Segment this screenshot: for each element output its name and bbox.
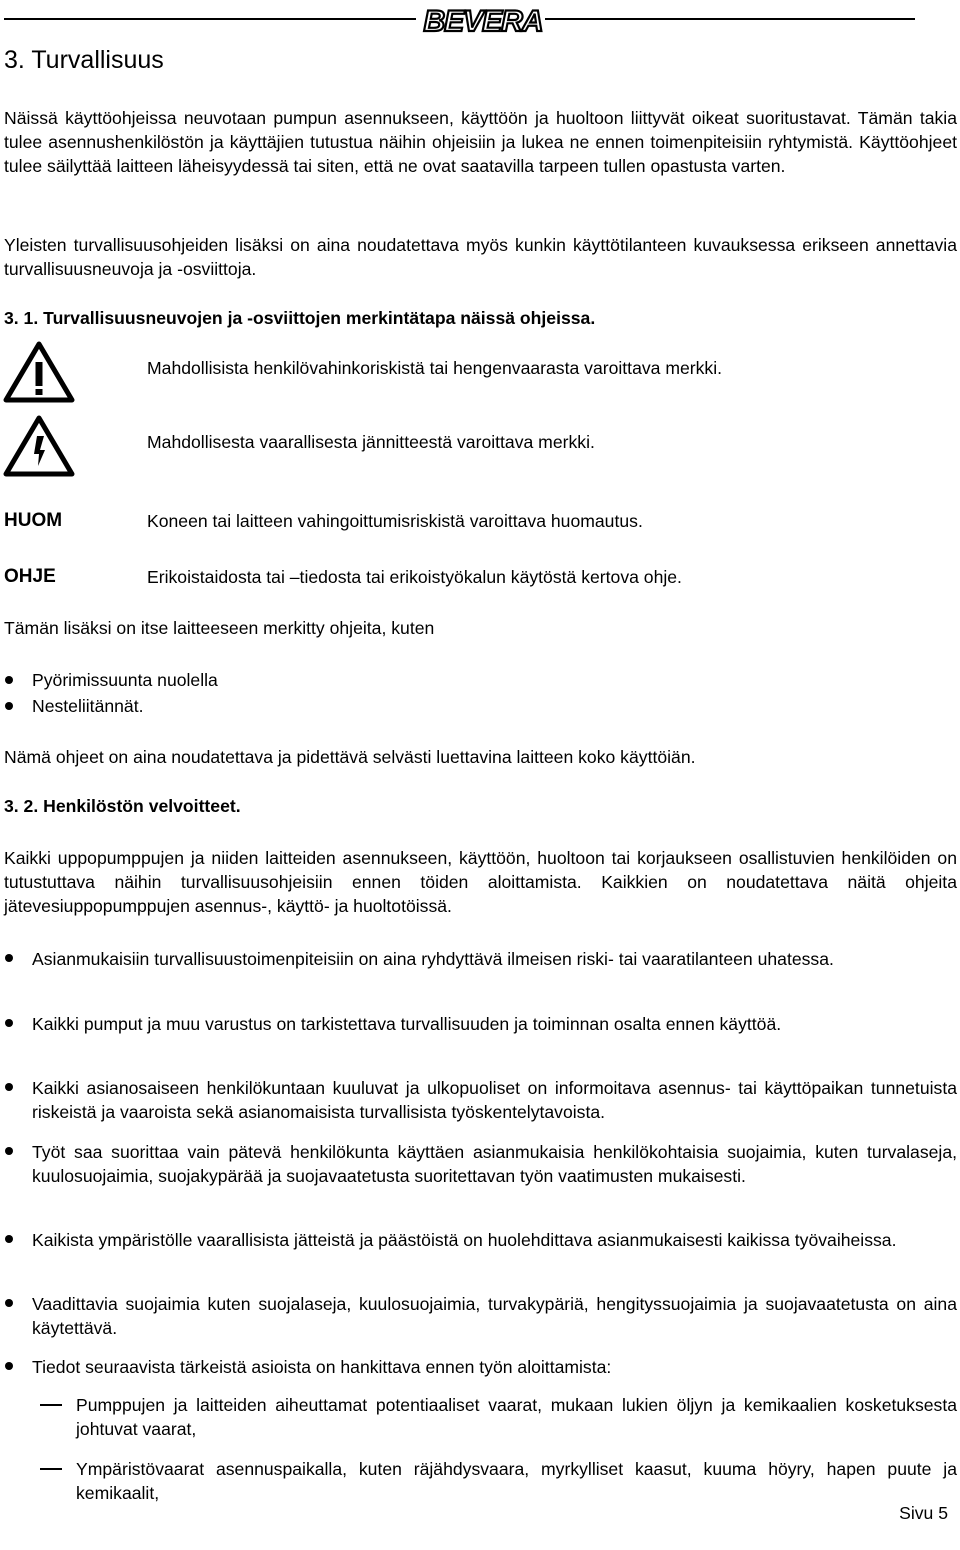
sub-item-2: Ympäristövaarat asennuspaikalla, kuten räjähdysvaara, myrkylliset kaasut, kuuma höyry, hapen puute ja kemikaalit, — [76, 1459, 957, 1503]
bullet-dot — [5, 702, 13, 710]
bullet-dot — [5, 1235, 13, 1243]
intro-paragraph-2: Yleisten turvallisuusohjeiden lisäksi on aina noudatettava myös kunkin käyttötilanteen kuvauksessa erikseen annettavia turvallisuusneuvoja ja -osviittoja. — [4, 235, 957, 279]
sub-item-1: Pumppujen ja laitteiden aiheuttamat potentiaaliset vaarat, mukaan lukien öljyn ja kemikaalien kosketuksesta johtuvat vaarat, — [76, 1395, 957, 1439]
marked-item-2: Nesteliitännät. — [32, 696, 144, 716]
symbol-3-description: Koneen tai laitteen vahingoittumisriskistä varoittava huomautus. — [147, 511, 643, 531]
bullet-dot — [5, 954, 13, 962]
section-3-2-heading: 3. 2. Henkilöstön velvoitteet. — [4, 796, 241, 816]
duty-item-2: Kaikki pumput ja muu varustus on tarkistettava turvallisuuden ja toiminnan osalta ennen käyttöä. — [32, 1014, 782, 1034]
intro-paragraph-1: Näissä käyttöohjeissa neuvotaan pumpun asennukseen, käyttöön ja huoltoon liittyvät oikeat suoritustavat. Tämän takia tulee asennushenkilöstön ja käyttäjien tutustua näihin ohjeisiin ja lukea ne ennen toimenpiteisiin ryhtymistä. Käyttöohjeet tulee säilyttää laitteen läheisyydessä tai siten, että ne ovat saatavilla tarpeen tullen opastusta varten. — [4, 108, 957, 176]
header-rule-left — [4, 18, 416, 20]
duty-item-1: Asianmukaisiin turvallisuustoimenpiteisiin on aina ryhdyttävä ilmeisen riski- tai vaaratilanteen uhatessa. — [32, 949, 834, 969]
svg-text:BEVERA: BEVERA — [423, 5, 543, 38]
bullet-dot — [5, 1362, 13, 1370]
ohje-label: OHJE — [4, 566, 56, 587]
symbol-1-description: Mahdollisista henkilövahinkoriskistä tai hengenvaarasta varoittava merkki. — [147, 358, 723, 378]
symbol-4-description: Erikoistaidosta tai –tiedosta tai erikoistyökalun käytöstä kertova ohje. — [147, 567, 682, 587]
sub-item-dash — [40, 1468, 62, 1470]
huom-label: HUOM — [4, 510, 63, 531]
duty-item-5: Kaikista ympäristölle vaarallisista jätteistä ja päästöistä on huolehdittava asianmukaisesti kaikissa työvaiheissa. — [32, 1230, 897, 1250]
marked-item-1: Pyörimissuunta nuolella — [32, 670, 218, 690]
electric-hazard-icon — [3, 414, 75, 478]
bullet-dot — [5, 1299, 13, 1307]
duty-item-6: Vaadittavia suojaimia kuten suojalaseja, kuulosuojaimia, turvakypäriä, hengityssuojaimia ja suojavaatetusta on aina käytettävä. — [32, 1294, 957, 1338]
must-follow-note: Nämä ohjeet on aina noudatettava ja pidettävä selvästi luettavina laitteen koko käyttöiän. — [4, 747, 696, 767]
duty-item-3: Kaikki asianosaiseen henkilökuntaan kuuluvat ja ulkopuoliset on informoitava asennus- tai käyttöpaikan tunnetuista riskeistä ja vaaroista sekä asianomaisista turvallisista työskentelytavoista. — [32, 1078, 957, 1122]
duty-item-7: Tiedot seuraavista tärkeistä asioista on hankittava ennen työn aloittamista: — [32, 1357, 612, 1377]
sub-item-dash — [40, 1404, 62, 1406]
marked-instructions-intro: Tämän lisäksi on itse laitteeseen merkitty ohjeita, kuten — [4, 618, 435, 638]
symbol-2-description: Mahdollisesta vaarallisesta jännitteestä varoittava merkki. — [147, 432, 595, 452]
bullet-dot — [5, 676, 13, 684]
section-title: 3. Turvallisuus — [4, 46, 164, 74]
bullet-dot — [5, 1147, 13, 1155]
duty-item-4: Työt saa suorittaa vain pätevä henkilökunta käyttäen asianmukaisia henkilökohtaisia suojaimia, kuten turvalaseja, kuulosuojaimia, suojakypärää ja suojavaatetusta suoritettavan työn vaatimusten mukaisesti. — [32, 1142, 957, 1186]
bullet-dot — [5, 1083, 13, 1091]
page-number: Sivu 5 — [899, 1503, 948, 1523]
header-rule-right — [545, 18, 915, 20]
bevera-logo — [423, 0, 543, 40]
section-3-2-intro: Kaikki uppopumppujen ja niiden laitteiden asennukseen, käyttöön, huoltoon tai korjaukseen osallistuvien henkilöiden on tutustuttava näihin turvallisuusohjeisiin ennen töiden aloittamista. Kaikkien on noudatettava näitä ohjeita jätevesiuppopumppujen asennus-, käyttö- ja huoltotöissä. — [4, 848, 957, 916]
section-3-1-heading: 3. 1. Turvallisuusneuvojen ja -osviittojen merkintätapa näissä ohjeissa. — [4, 308, 596, 328]
warning-exclamation-icon — [3, 340, 75, 404]
bullet-dot — [5, 1019, 13, 1027]
